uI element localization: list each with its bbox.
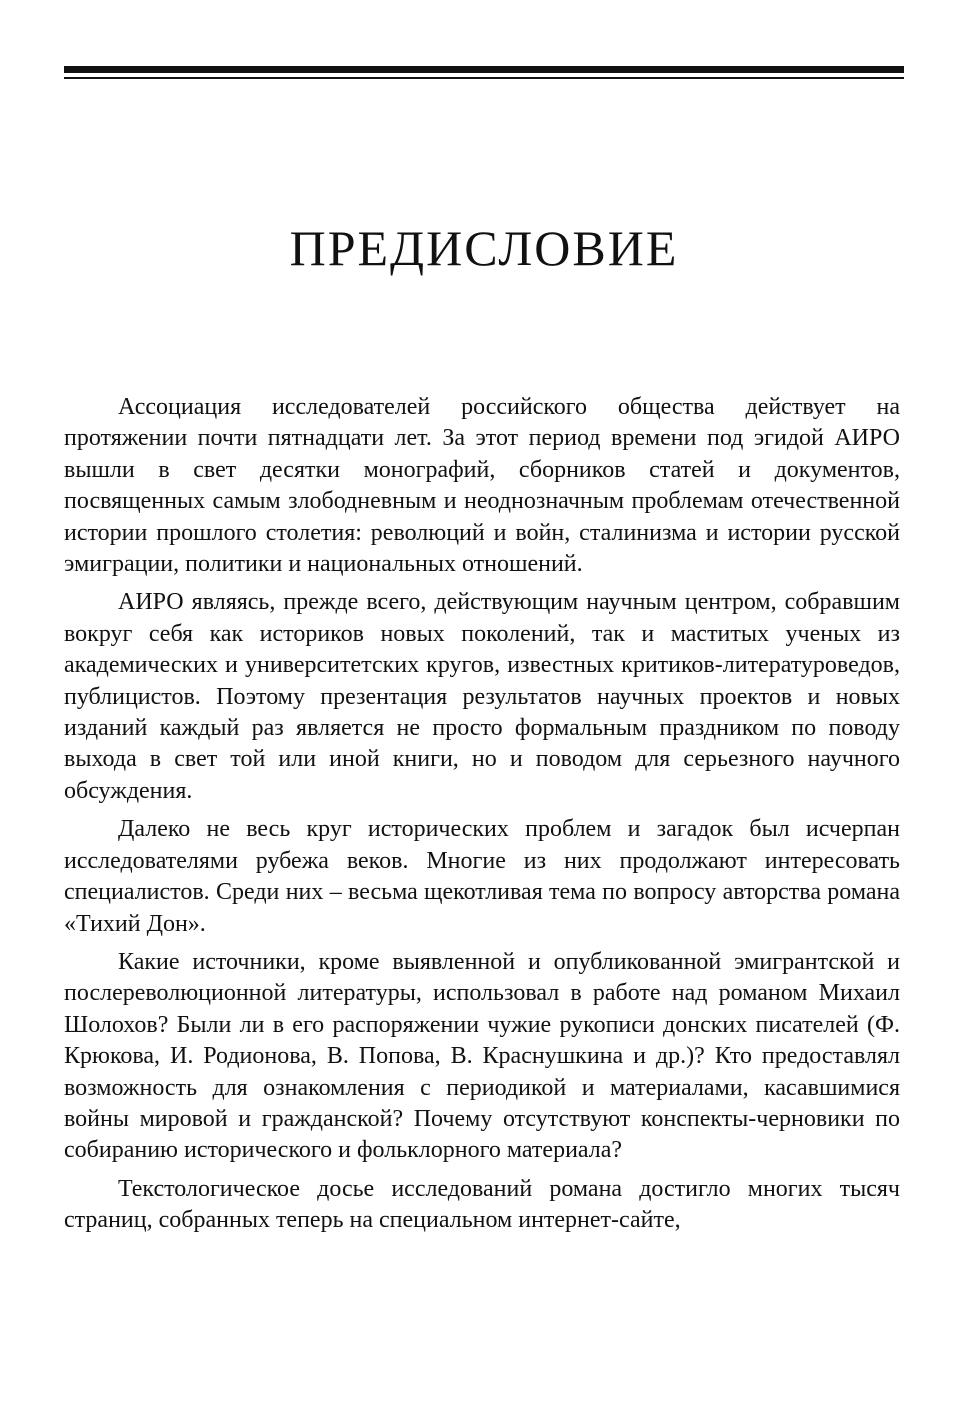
paragraph-2: АИРО являясь, прежде всего, действующим научным центром, собравшим вокруг себя как историков новых поколений, так и маститых ученых из академических и университетских кругов, известных критиков-литературоведов, публицистов. Поэтому презентация результатов научных проектов и новых изданий каждый раз является не просто формальным праздником по поводу выхода в свет той или иной книги, но и поводом для серьезного научного обсуждения.	[64, 589, 900, 804]
body-text	[64, 392, 900, 1244]
header-double-rule	[64, 66, 904, 79]
paragraph-1: Ассоциация исследователей российского общества действует на протяжении почти пятнадцати лет. За этот период времени под эгидой АИРО вышли в свет десятки монографий, сборников статей и документов, посвященных самым злободневным и неоднозначным проблемам отечественной истории прошлого столетия: революций и войн, сталинизма и истории русской эмиграции, политики и национальных отношений.	[64, 394, 900, 578]
header-rule-thick	[64, 66, 904, 73]
page-title: ПРЕДИСЛОВИЕ	[289, 220, 679, 276]
paragraph-4: Какие источники, кроме выявленной и опубликованной эмигрантской и послереволюционной литературы, использовал в работе над романом Михаил Шолохов? Были ли в его распоряжении чужие рукописи донских писателей (Ф. Крюкова, И. Родионова, В. Попова, В. Краснушкина и др.)? Кто предоставлял возможность для ознакомления с периодикой и материалами, касавшимися войны мировой и гражданской? Почему отсутствуют конспекты-черновики по собиранию исторического и фольклорного материала?	[64, 948, 900, 1164]
paragraph-5: Текстологическое досье исследований романа достигло многих тысяч страниц, собранных теперь на специальном интернет-сайте,	[64, 1175, 900, 1234]
paragraph-3: Далеко не весь круг исторических проблем и загадок был исчерпан исследователями рубежа веков. Многие из них продолжают интересовать специалистов. Среди них – весьма щекотливая тема по вопросу авторства романа «Тихий Дон».	[64, 816, 900, 937]
header-rule-thin	[64, 77, 904, 79]
